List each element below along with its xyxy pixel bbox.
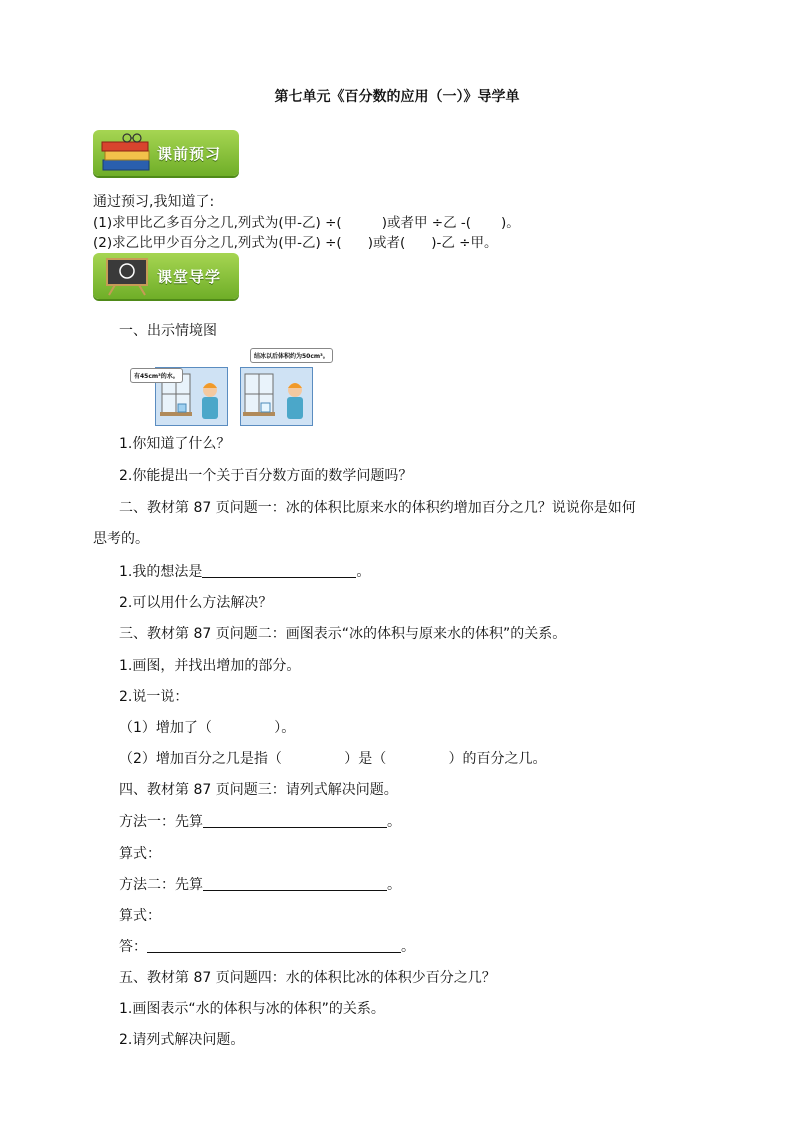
preview-banner-label: 课前预习 bbox=[157, 145, 222, 163]
section-3-heading: 三、教材第 87 页问题二：画图表示“冰的体积与原来水的体积”的关系。 bbox=[119, 626, 567, 642]
section-4-formula-1: 算式： bbox=[119, 846, 161, 862]
section-2-heading-cont: 思考的。 bbox=[93, 531, 149, 547]
section-1-heading: 一、出示情境图 bbox=[119, 323, 217, 339]
preview-line-1: (1)求甲比乙多百分之几,列式为(甲-乙) ÷( )或者甲 ÷乙 -( )。 bbox=[93, 215, 520, 231]
section-3-question-1: 1.画图，并找出增加的部分。 bbox=[119, 658, 301, 674]
section-5-question-2: 2.请列式解决问题。 bbox=[119, 1032, 245, 1048]
section-5-heading: 五、教材第 87 页问题四：水的体积比冰的体积少百分之几？ bbox=[119, 970, 496, 986]
window-person-ice-illustration bbox=[241, 368, 312, 425]
preview-banner bbox=[93, 130, 239, 176]
section-2-question-1: 1.我的想法是 。 bbox=[119, 564, 371, 580]
section-1-question-2: 2.你能提出一个关于百分数方面的数学问题吗？ bbox=[119, 468, 413, 484]
preview-line-2: (2)求乙比甲少百分之几,列式为(甲-乙) ÷( )或者( )-乙 ÷甲。 bbox=[93, 235, 498, 251]
answer-blank-method-2[interactable] bbox=[203, 876, 387, 891]
section-4-method-2: 方法二：先算 。 bbox=[119, 877, 401, 893]
answer-blank-idea[interactable] bbox=[202, 563, 356, 578]
guide-banner-label: 课堂导学 bbox=[157, 268, 222, 286]
answer-blank-answer[interactable] bbox=[147, 938, 401, 953]
guide-banner bbox=[93, 253, 239, 299]
section-3-question-2: 2.说一说： bbox=[119, 689, 189, 705]
section-1-question-1: 1.你知道了什么？ bbox=[119, 436, 231, 452]
speech-bubble-water: 有45cm³的水。 bbox=[130, 368, 183, 383]
speech-bubble-ice: 结冰以后体积约为50cm³。 bbox=[250, 348, 333, 363]
section-4-formula-2: 算式： bbox=[119, 908, 161, 924]
section-5-question-1: 1.画图表示“水的体积与冰的体积”的关系。 bbox=[119, 1001, 385, 1017]
preview-intro: 通过预习,我知道了: bbox=[93, 194, 215, 210]
page-title: 第七单元《百分数的应用（一）》导学单 bbox=[274, 89, 520, 105]
section-2-question-2: 2.可以用什么方法解决？ bbox=[119, 595, 273, 611]
answer-blank-method-1[interactable] bbox=[203, 813, 387, 828]
section-4-answer: 答： 。 bbox=[119, 939, 415, 955]
scene-image-ice bbox=[240, 367, 313, 426]
section-4-method-1: 方法一：先算 。 bbox=[119, 814, 401, 830]
books-icon bbox=[99, 132, 155, 174]
section-3-sub-2: （2）增加百分之几是指（ ）是（ ）的百分之几。 bbox=[119, 751, 547, 767]
section-4-heading: 四、教材第 87 页问题三：请列式解决问题。 bbox=[119, 782, 398, 798]
section-2-heading: 二、教材第 87 页问题一：冰的体积比原来水的体积约增加百分之几？说说你是如何 bbox=[119, 500, 636, 516]
blackboard-icon bbox=[103, 257, 153, 297]
section-3-sub-1: （1）增加了（ ）。 bbox=[119, 720, 296, 736]
